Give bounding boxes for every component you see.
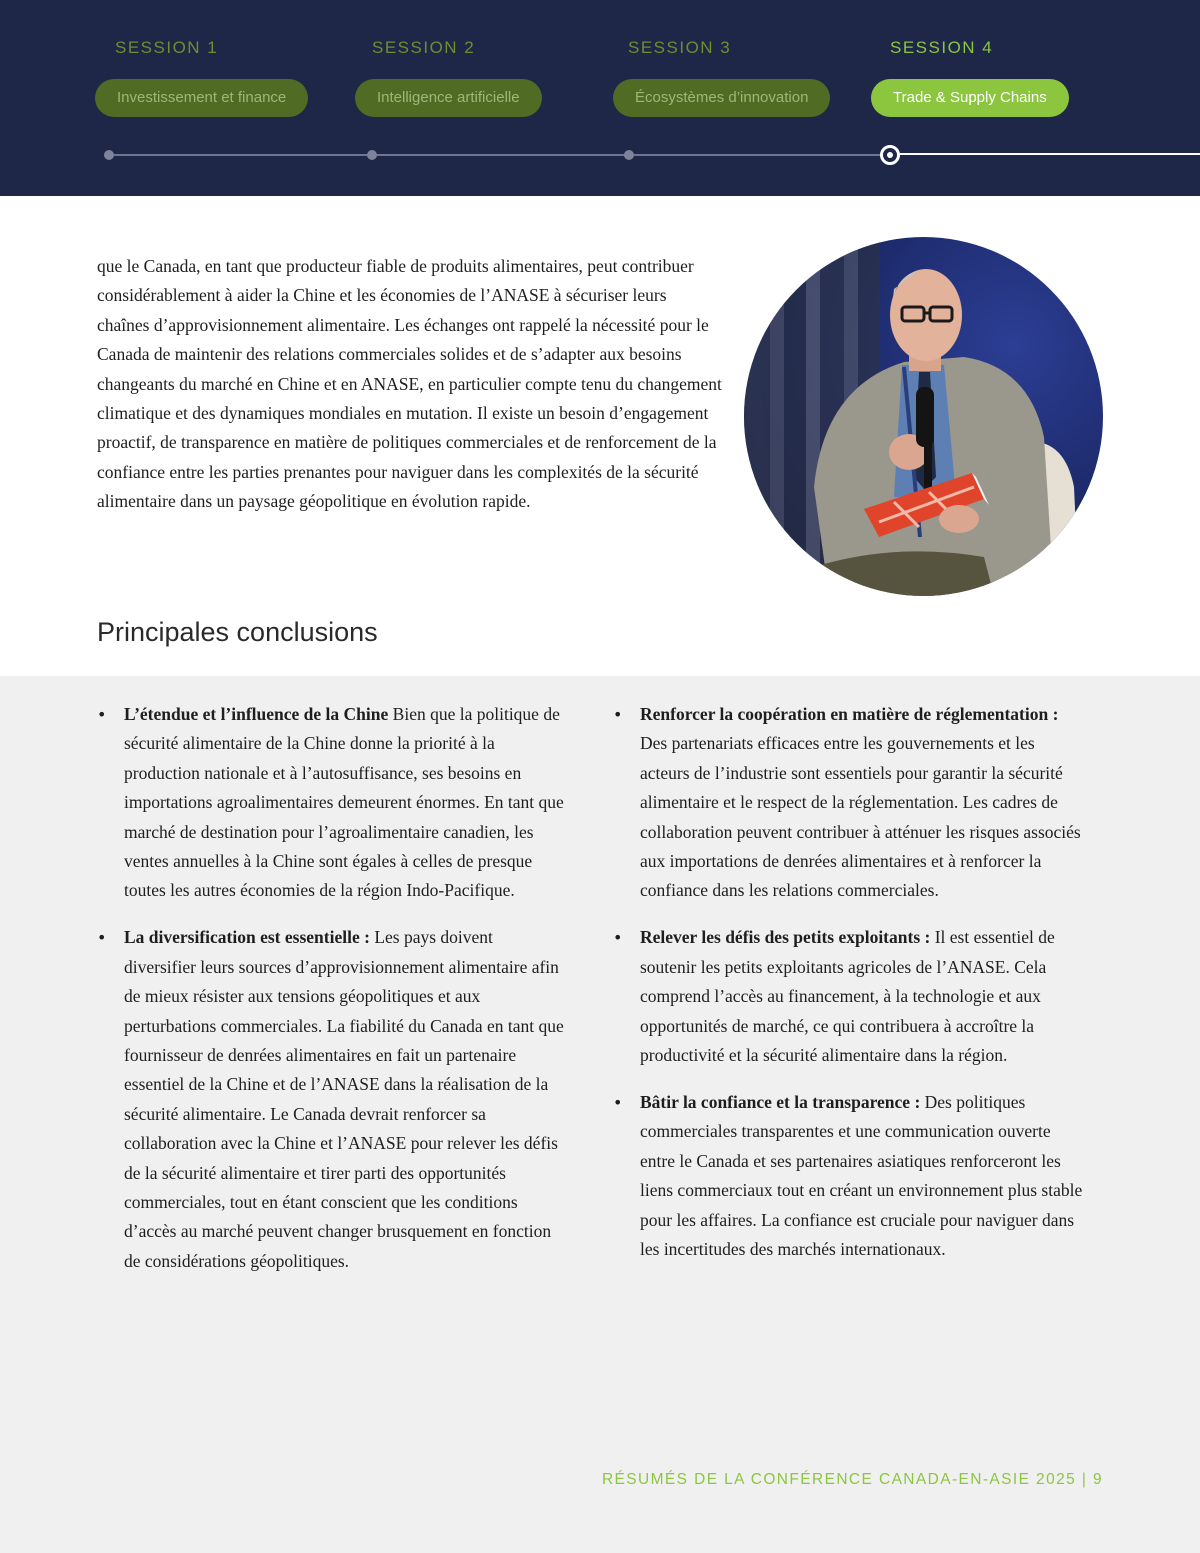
session-1-button[interactable]: Investissement et finance	[95, 79, 308, 117]
item-text: Les pays doivent diversifier leurs sources d’approvisionnement alimentaire afin de mieux résister aux tensions géopolitiques et aux perturbations commerciales. La fiabilité du Canada en tant que fournisseur de denrées alimentaires en fait un partenaire essentiel de la Chine et de l’ANASE dans la réalisation de la sécurité alimentaire. Le Canada devrait renforcer sa collaboration avec la Chine et l’ANASE pour relever les défis de la sécurité alimentaire et tirer parti des opportunités commerciales, tout en étant conscient que les conditions d’accès au marché peuvent changer brusquement en fonction de considérations géopolitiques.	[124, 927, 564, 1271]
item-text: Des partenariats efficaces entre les gouvernements et les acteurs de l’industrie sont essentiels pour garantir la sécurité alimentaire et le respect de la réglementation. Les cadres de collaboration peuvent contribuer à atténuer les risques associés aux importations de denrées alimentaires et à renforcer la confiance dans les relations commerciales.	[640, 733, 1081, 901]
session-label: SESSION 3	[628, 38, 732, 57]
list-item	[613, 1088, 1083, 1264]
speaker-illustration	[744, 237, 1103, 596]
progress-dot-2[interactable]	[367, 150, 377, 160]
conclusions-right-column	[613, 700, 1083, 1282]
progress-dot-4-active[interactable]	[880, 145, 900, 165]
conclusions-left-column	[97, 700, 567, 1294]
session-3-button[interactable]: Écosystèmes d’innovation	[613, 79, 830, 117]
session-label: SESSION 1	[115, 38, 219, 57]
session-label: SESSION 2	[372, 38, 476, 57]
progress-track-active	[890, 153, 1200, 155]
session-2-button[interactable]: Intelligence artificielle	[355, 79, 542, 117]
session-4-button[interactable]: Trade & Supply Chains	[871, 79, 1069, 117]
session-label: SESSION 4	[890, 38, 994, 57]
session-header	[0, 0, 1200, 196]
list-item	[613, 923, 1083, 1070]
intro-paragraph: que le Canada, en tant que producteur fiable de produits alimentaires, peut contribuer considérablement à aider la Chine et les économies de l’ANASE à sécuriser leurs chaînes d’approvisionnement alimentaire. Les échanges ont rappelé la nécessité pour le Canada de maintenir des relations commerciales solides et de s’adapter aux besoins changeants du marché en Chine et en ANASE, en particulier compte tenu du changement climatique et des dynamiques mondiales en mutation. Il existe un besoin d’engagement proactif, de transparence en matière de politiques commerciales et de renforcement de la confiance entre les parties prenantes pour naviguer dans les complexités de la sécurité alimentaire dans un paysage géopolitique en évolution rapide.	[97, 256, 722, 512]
item-heading: L’étendue et l’influence de la Chine	[124, 704, 389, 724]
section-title: Principales conclusions	[97, 617, 378, 647]
list-item	[97, 923, 567, 1276]
item-text: Des politiques commerciales transparentes et une communication ouverte entre le Canada et ses partenaires asiatiques renforceront les liens commerciaux tout en créant un environnement plus stable pour les affaires. La confiance est cruciale pour naviguer dans les incertitudes des marchés internationaux.	[640, 1091, 1083, 1259]
progress-dot-3[interactable]	[624, 150, 634, 160]
item-text: Bien que la politique de sécurité alimentaire de la Chine donne la priorité à la production nationale et à l’autosuffisance, ses besoins en importations agroalimentaires demeurent énormes. En tant que marché de destination pour l’agroalimentaire canadien, les ventes annuelles à la Chine sont égales à celles de presque toutes les autres économies de la région Indo-Pacifique.	[124, 704, 564, 901]
progress-dot-1[interactable]	[104, 150, 114, 160]
page-footer: RÉSUMÉS DE LA CONFÉRENCE CANADA-EN-ASIE 2025 | 9	[601, 1471, 1103, 1488]
speaker-photo	[744, 237, 1103, 596]
intro-text	[97, 252, 722, 517]
list-item	[613, 700, 1083, 906]
progress-track	[108, 154, 890, 156]
item-heading: Relever les défis des petits exploitants :	[640, 927, 931, 948]
item-heading: La diversification est essentielle :	[124, 927, 370, 948]
item-heading: Renforcer la coopération en matière de réglementation :	[640, 704, 1059, 724]
item-text: Il est essentiel de soutenir les petits exploitants agricoles de l’ANASE. Cela comprend l’accès au financement, à la technologie et aux opportunités de marché, ce qui contribuera à accroître la productivité et la sécurité alimentaire dans la région.	[640, 927, 1055, 1065]
list-item	[97, 700, 567, 906]
item-heading: Bâtir la confiance et la transparence :	[640, 1091, 921, 1112]
